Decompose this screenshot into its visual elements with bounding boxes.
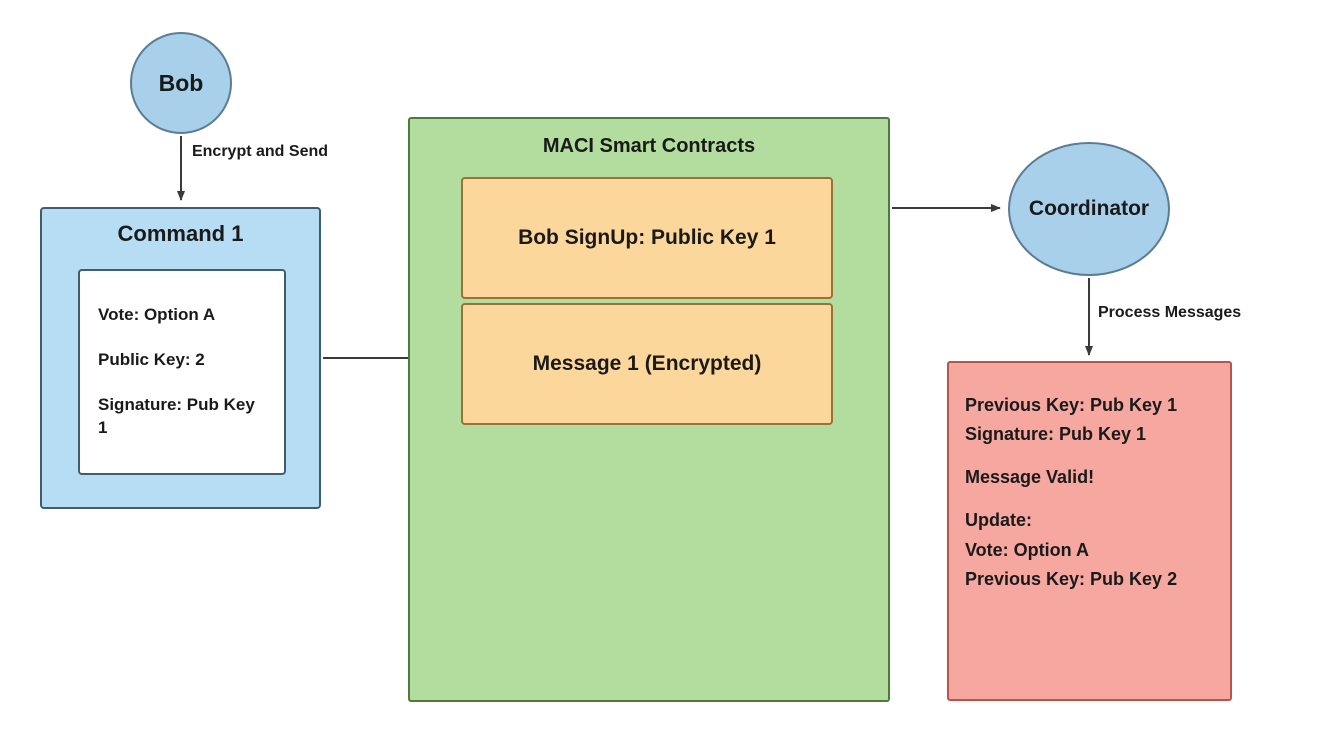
command-1-title: Command 1	[117, 221, 244, 246]
command-1-vote: Vote: Option A	[98, 305, 216, 325]
node-bob	[130, 32, 232, 134]
command-1-signature: Signature: Pub Key 1	[98, 395, 255, 437]
result-spacer-1	[965, 449, 1214, 463]
result-previous-key: Previous Key: Pub Key 1	[965, 395, 1178, 415]
maci-item-message-1-label: Message 1 (Encrypted)	[532, 352, 762, 375]
node-coordinator-label: Coordinator	[1028, 197, 1150, 220]
node-command-1	[40, 207, 321, 509]
result-update-heading: Update:	[965, 510, 1032, 531]
maci-item-message-1	[461, 303, 833, 425]
command-1-details	[78, 269, 286, 475]
maci-title: MACI Smart Contracts	[542, 135, 756, 157]
result-message-valid: Message Valid!	[965, 467, 1095, 488]
result-signature: Signature: Pub Key 1	[965, 424, 1147, 445]
node-coordinator	[1008, 142, 1170, 276]
edge-label-encrypt-and-send: Encrypt and Send	[191, 143, 329, 160]
node-maci-smart-contracts	[408, 117, 890, 702]
node-process-result	[947, 361, 1232, 701]
maci-item-bob-signup	[461, 177, 833, 299]
result-spacer-2	[965, 492, 1214, 506]
result-update-vote: Vote: Option A	[965, 539, 1089, 560]
command-1-public-key: Public Key: 2	[98, 350, 205, 370]
edge-label-process-messages: Process Messages	[1098, 304, 1242, 321]
result-update-previous-key: Previous Key: Pub Key 2	[965, 568, 1178, 589]
node-bob-label: Bob	[158, 69, 204, 96]
maci-item-bob-signup-label: Bob SignUp: Public Key 1	[518, 226, 776, 249]
